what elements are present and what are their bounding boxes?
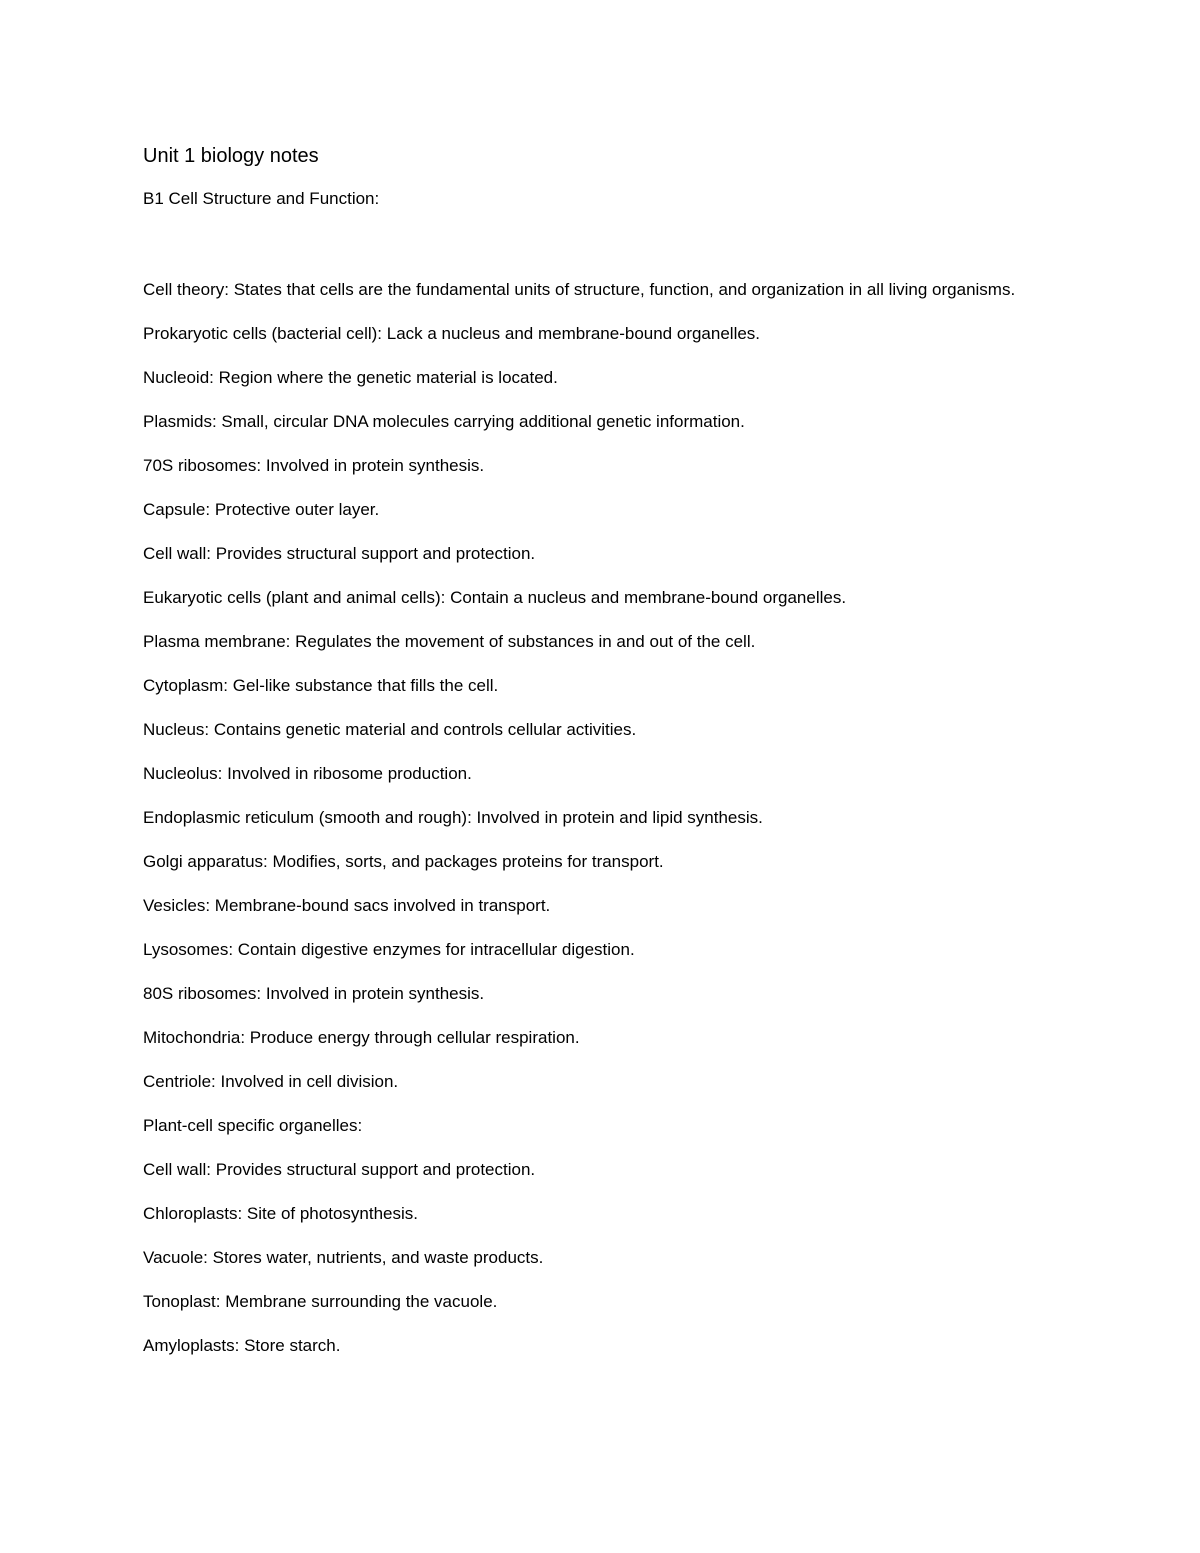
note-plant-cell-organelles-heading: Plant-cell specific organelles: bbox=[143, 1116, 363, 1135]
note-nucleolus: Nucleolus: Involved in ribosome production. bbox=[143, 764, 472, 783]
note-80s-ribosomes: 80S ribosomes: Involved in protein synthesis. bbox=[143, 984, 485, 1003]
page-title: Unit 1 biology notes bbox=[143, 145, 319, 167]
note-lysosomes: Lysosomes: Contain digestive enzymes for intracellular digestion. bbox=[143, 940, 635, 959]
note-cell-theory: Cell theory: States that cells are the fundamental units of structure, function, and organization in all living organisms. bbox=[143, 280, 1016, 299]
note-vacuole: Vacuole: Stores water, nutrients, and waste products. bbox=[143, 1248, 544, 1267]
notes-list bbox=[143, 275, 1043, 1360]
note-capsule: Capsule: Protective outer layer. bbox=[143, 500, 380, 519]
note-mitochondria: Mitochondria: Produce energy through cellular respiration. bbox=[143, 1028, 580, 1047]
note-centriole: Centriole: Involved in cell division. bbox=[143, 1072, 399, 1091]
section-heading: B1 Cell Structure and Function: bbox=[143, 189, 380, 208]
note-70s-ribosomes: 70S ribosomes: Involved in protein synthesis. bbox=[143, 456, 485, 475]
note-tonoplast: Tonoplast: Membrane surrounding the vacuole. bbox=[143, 1292, 498, 1311]
note-golgi-apparatus: Golgi apparatus: Modifies, sorts, and packages proteins for transport. bbox=[143, 852, 664, 871]
note-endoplasmic-reticulum: Endoplasmic reticulum (smooth and rough): Involved in protein and lipid synthesis. bbox=[143, 808, 763, 827]
note-prokaryotic-cells: Prokaryotic cells (bacterial cell): Lack a nucleus and membrane-bound organelles. bbox=[143, 324, 761, 343]
note-cytoplasm: Cytoplasm: Gel-like substance that fills the cell. bbox=[143, 676, 499, 695]
note-eukaryotic-cells: Eukaryotic cells (plant and animal cells): Contain a nucleus and membrane-bound organelles. bbox=[143, 588, 847, 607]
note-plasma-membrane: Plasma membrane: Regulates the movement of substances in and out of the cell. bbox=[143, 632, 756, 651]
note-cell-wall-prokaryotic: Cell wall: Provides structural support and protection. bbox=[143, 544, 536, 563]
note-amyloplasts: Amyloplasts: Store starch. bbox=[143, 1336, 341, 1355]
note-nucleoid: Nucleoid: Region where the genetic material is located. bbox=[143, 368, 558, 387]
note-cell-wall-plant: Cell wall: Provides structural support and protection. bbox=[143, 1160, 536, 1179]
note-nucleus: Nucleus: Contains genetic material and controls cellular activities. bbox=[143, 720, 637, 739]
note-plasmids: Plasmids: Small, circular DNA molecules carrying additional genetic information. bbox=[143, 412, 745, 431]
document-content bbox=[143, 142, 1043, 1375]
note-vesicles: Vesicles: Membrane-bound sacs involved in transport. bbox=[143, 896, 551, 915]
note-chloroplasts: Chloroplasts: Site of photosynthesis. bbox=[143, 1204, 418, 1223]
